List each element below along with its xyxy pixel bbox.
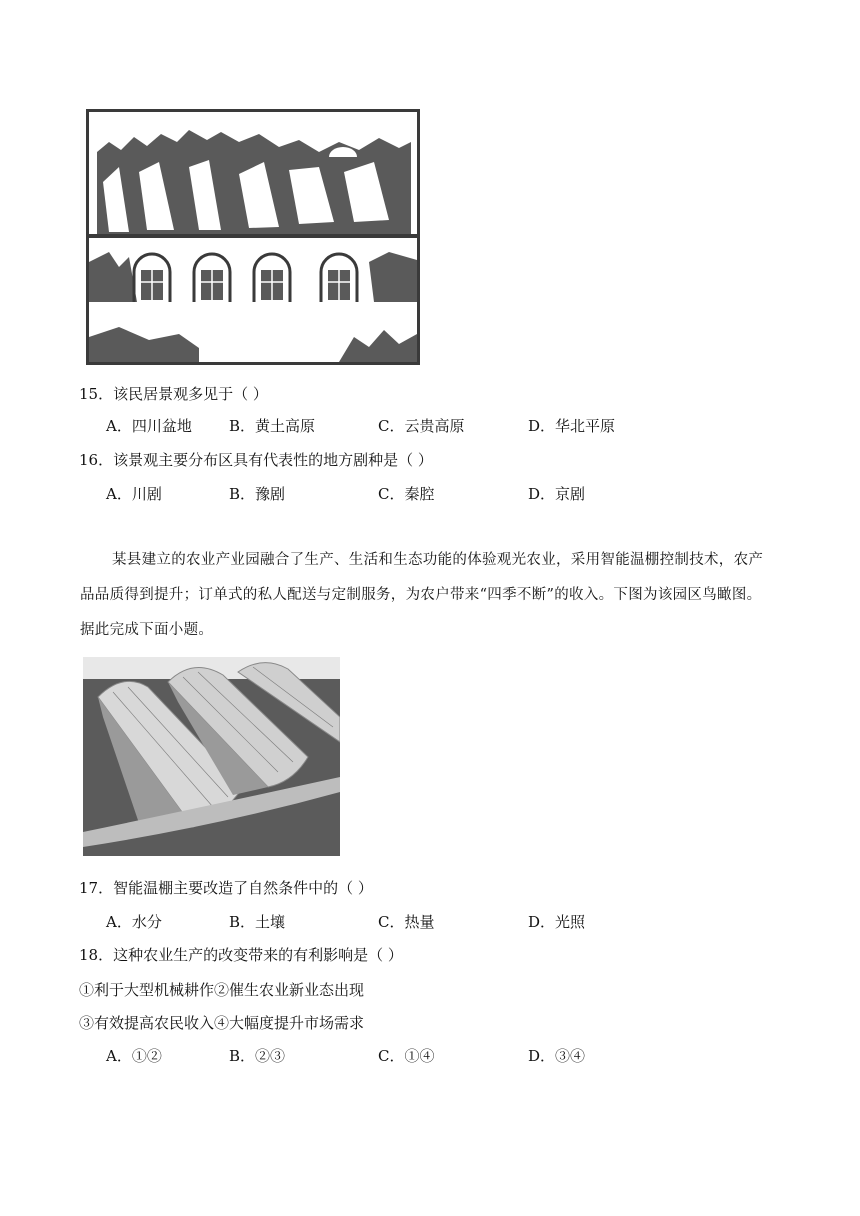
passage-line-1: 某县建立的农业产业园融合了生产、生活和生态功能的体验观光农业，采用智能温棚控制技术，农产 [112,552,764,568]
papercut-cave-dwelling-icon [89,112,417,362]
q18-statements-line-1: ①利于大型机械耕作②催生农业新业态出现 [79,981,365,999]
q16-option-d: D．京剧 [528,485,586,503]
q15-option-b: B．黄土高原 [229,417,316,435]
greenhouse-figure [83,657,340,856]
q15-option-a: A．四川盆地 [106,417,192,435]
q18-option-b: B．②③ [229,1047,286,1065]
q16-option-a: A．川剧 [106,485,162,503]
q17-option-c: C．热量 [378,913,435,931]
cave-dwelling-figure [86,109,420,365]
q18-option-c: C．①④ [378,1047,435,1065]
q18-option-d: D．③④ [528,1047,586,1065]
passage-line-3: 据此完成下面小题。 [80,622,214,638]
q15-option-d: D．华北平原 [528,417,616,435]
q16-option-c: C．秦腔 [378,485,435,503]
q18-statements-line-2: ③有效提高农民收入④大幅度提升市场需求 [79,1014,365,1032]
question-16-stem: 16．该景观主要分布区具有代表性的地方剧种是（ ） [79,451,433,469]
greenhouse-aerial-photo-icon [83,657,340,856]
question-18-stem: 18．这种农业生产的改变带来的有利影响是（ ） [79,946,403,964]
q17-option-d: D．光照 [528,913,586,931]
q17-option-b: B．土壤 [229,913,286,931]
question-17-stem: 17．智能温棚主要改造了自然条件中的（ ） [79,879,373,897]
q16-option-b: B．豫剧 [229,485,286,503]
question-15-stem: 15．该民居景观多见于（ ） [79,385,268,403]
q15-option-c: C．云贵高原 [378,417,465,435]
passage-line-2: 品品质得到提升；订单式的私人配送与定制服务，为农户带来“四季不断”的收入。下图为该园区鸟瞰图。 [80,587,762,603]
q18-option-a: A．①② [106,1047,162,1065]
q17-option-a: A．水分 [106,913,162,931]
